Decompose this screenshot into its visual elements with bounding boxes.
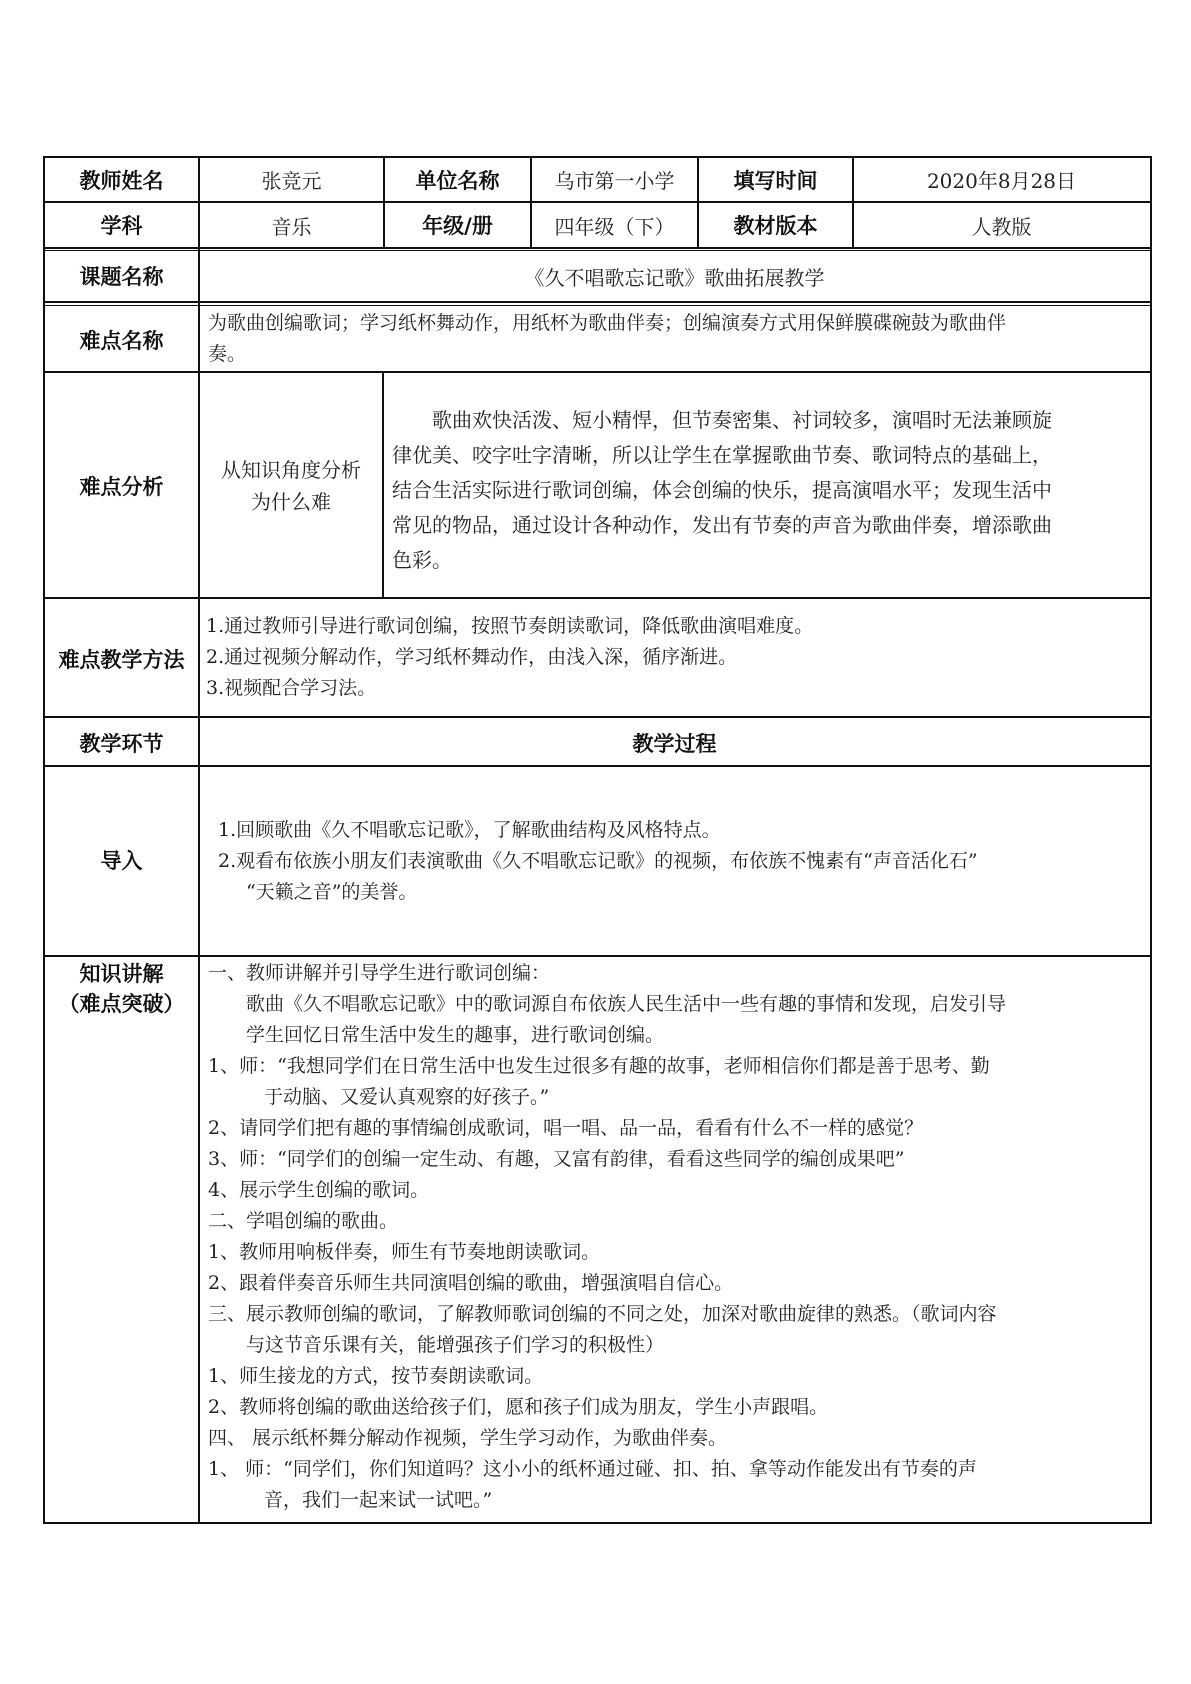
method-line: 3.视频配合学习法。: [206, 677, 377, 699]
knowledge-line: 四、 展示纸杯舞分解动作视频，学生学习动作，为歌曲伴奏。: [208, 1427, 728, 1449]
analysis-sublabel-line: 为什么难: [251, 490, 331, 514]
analysis-label: 难点分析: [79, 475, 164, 499]
intro-label: 导入: [100, 849, 143, 873]
table-rule: [44, 765, 1152, 767]
grade-value: 四年级（下）: [554, 214, 675, 239]
table-rule: [697, 156, 699, 249]
table-rule: [383, 156, 385, 249]
method-line: 2.通过视频分解动作，学习纸杯舞动作，由浅入深，循序渐进。: [206, 646, 738, 668]
knowledge-line: 三、展示教师创编的歌词，了解教师歌词创编的不同之处，加深对歌曲旋律的熟悉。（歌词内容: [208, 1303, 997, 1325]
knowledge-line: 1、师：“我想同学们在日常生活中也发生过很多有趣的故事，老师相信你们都是善于思考、勤: [208, 1055, 990, 1077]
textbook-label: 教材版本: [733, 214, 818, 238]
table-rule: [530, 156, 532, 249]
analysis-sublabel: [199, 375, 383, 597]
fill-time-label: 填写时间: [733, 168, 818, 193]
knowledge-line: 2、教师将创编的歌曲送给孩子们，愿和孩子们成为朋友，学生小声跟唱。: [208, 1396, 829, 1418]
process-header: 教学过程: [632, 731, 717, 756]
table-rule: [198, 156, 200, 1524]
analysis-line: 常见的物品，通过设计各种动作，发出有节奏的声音为歌曲伴奏，增添歌曲: [392, 513, 1052, 537]
knowledge-line: 1、 师：“同学们，你们知道吗？这小小的纸杯通过碰、扣、拍、拿等动作能发出有节奏的声: [208, 1458, 977, 1480]
analysis-text: [392, 403, 1148, 578]
knowledge-line: 2、请同学们把有趣的事情编创成歌词，唱一唱、品一品，看看有什么不一样的感觉？: [208, 1117, 924, 1139]
table-rule: [852, 156, 854, 249]
stage-header: 教学环节: [79, 731, 164, 756]
intro-line: 2.观看布依族小朋友们表演歌曲《久不唱歌忘记歌》的视频，布依族不愧素有“声音活化石”: [218, 850, 978, 872]
subject-value: 音乐: [271, 214, 312, 239]
unit-value: 乌市第一小学: [554, 169, 675, 193]
intro-line: “天籁之音”的美誉。: [246, 881, 418, 903]
table-rule: [44, 1522, 1152, 1524]
table-rule: [44, 305, 1152, 306]
knowledge-line: 与这节音乐课有关，能增强孩子们学习的积极性）: [246, 1334, 665, 1356]
knowledge-line: 1、师生接龙的方式，按节奏朗读歌词。: [208, 1365, 544, 1387]
table-rule: [44, 301, 1152, 303]
intro-text: [218, 815, 1148, 908]
intro-line: 1.回顾歌曲《久不唱歌忘记歌》，了解歌曲结构及风格特点。: [218, 819, 721, 841]
knowledge-line: 1、教师用响板伴奏，师生有节奏地朗读歌词。: [208, 1241, 601, 1263]
analysis-line: 歌曲欢快活泼、短小精悍，但节奏密集、衬词较多，演唱时无法兼顾旋: [432, 408, 1052, 432]
analysis-line: 色彩。: [392, 548, 452, 572]
grade-label: 年级/册: [422, 214, 493, 238]
table-rule: [43, 156, 45, 1524]
table-rule: [1150, 156, 1152, 1524]
table-rule: [382, 371, 384, 599]
table-rule: [44, 156, 1152, 158]
method-label: 难点教学方法: [58, 647, 185, 672]
analysis-line: 律优美、咬字吐字清晰，所以让学生在掌握歌曲节奏、歌词特点的基础上，: [392, 443, 1052, 467]
knowledge-label: [44, 958, 199, 1020]
textbook-value: 人教版: [971, 214, 1032, 239]
knowledge-line: 于动脑、又爱认真观察的好孩子。”: [264, 1086, 550, 1108]
knowledge-line: 3、师：“同学们的创编一定生动、有趣，又富有韵律，看看这些同学的编创成果吧”: [208, 1148, 905, 1170]
table-rule: [44, 716, 1152, 718]
difficulty-text: [208, 308, 1148, 370]
table-rule: [44, 247, 1152, 249]
difficulty-line: 为歌曲创编歌词；学习纸杯舞动作，用纸杯为歌曲伴奏；创编演奏方式用保鲜膜碟碗鼓为歌曲伴: [208, 312, 1007, 334]
knowledge-line: 歌曲《久不唱歌忘记歌》中的歌词源自布依族人民生活中一些有趣的事情和发现，启发引导: [246, 993, 1007, 1015]
analysis-sublabel-line: 从知识角度分析: [221, 458, 361, 482]
table-rule: [44, 597, 1152, 599]
fill-time-value: 2020年8月28日: [926, 169, 1077, 193]
method-text: [206, 611, 1146, 704]
analysis-line: 结合生活实际进行歌词创编，体会创编的快乐，提高演唱水平；发现生活中: [392, 478, 1052, 502]
knowledge-label-line: （难点突破）: [58, 992, 185, 1016]
teacher-name-value: 张竞元: [261, 169, 322, 193]
knowledge-line: 一、教师讲解并引导学生进行歌词创编：: [208, 962, 551, 984]
subject-label: 学科: [100, 214, 143, 238]
table-rule: [44, 371, 1152, 373]
method-line: 1.通过教师引导进行歌词创编，按照节奏朗读歌词，降低歌曲演唱难度。: [206, 615, 814, 637]
difficulty-label: 难点名称: [79, 329, 164, 353]
topic-label: 课题名称: [79, 265, 164, 289]
difficulty-line: 奏。: [208, 343, 247, 365]
knowledge-line: 4、展示学生创编的歌词。: [208, 1179, 430, 1201]
knowledge-label-line: 知识讲解: [79, 962, 164, 986]
knowledge-text: [208, 958, 1148, 1516]
topic-value: 《久不唱歌忘记歌》歌曲拓展教学: [524, 265, 825, 290]
knowledge-line: 音，我们一起来试一试吧。”: [264, 1489, 493, 1511]
table-rule: [44, 955, 1152, 957]
knowledge-line: 二、学唱创编的歌曲。: [208, 1210, 399, 1232]
table-rule: [44, 250, 1152, 251]
knowledge-line: 2、跟着伴奏音乐师生共同演唱创编的歌曲，增强演唱自信心。: [208, 1272, 734, 1294]
knowledge-line: 学生回忆日常生活中发生的趣事，进行歌词创编。: [246, 1024, 665, 1046]
teacher-name-label: 教师姓名: [79, 168, 164, 193]
unit-label: 单位名称: [415, 168, 500, 193]
table-rule: [44, 201, 1152, 203]
